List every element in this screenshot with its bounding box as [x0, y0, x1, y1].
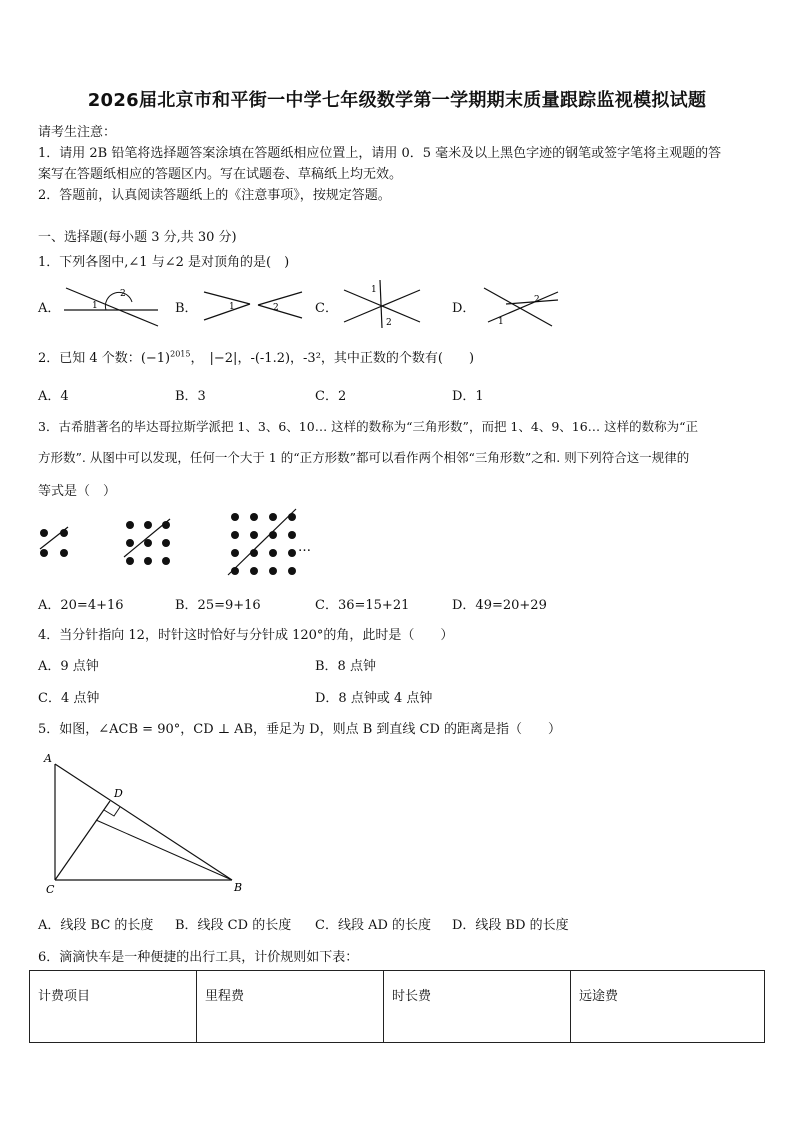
point-d-label: D [114, 787, 123, 800]
q5-option-d: D．线段 BD 的长度 [452, 918, 569, 933]
q4-option-c: C．4 点钟 [38, 691, 100, 706]
angle-2-label: 2 [120, 289, 126, 299]
q5-option-a: A．线段 BC 的长度 [38, 918, 154, 933]
q2-stem: 2．已知 4 个数：$(-1)^{2015}$， |−2|，-(-1.2)，-3²，其中正数的个数有( ) [38, 349, 475, 366]
angle-2-label: 2 [273, 303, 279, 313]
q2-prefix: 2．已知 4 个数： [38, 351, 141, 366]
q1-figure-d [480, 282, 562, 330]
q2-absolute-value: |−2| [209, 351, 238, 366]
q3-option-d: D．49=20+29 [452, 598, 547, 613]
q1-figure-b [200, 288, 306, 324]
angle-1-label: 1 [498, 317, 504, 327]
q4-stem: 4．当分针指向 12，时针这时恰好与分针成 120°的角，此时是（ ） [38, 628, 454, 643]
q2-option-c: C．2 [315, 389, 347, 404]
q6-stem: 6．滴滴快车是一种便捷的出行工具，计价规则如下表： [38, 950, 359, 965]
dot-figure-4x4 [228, 509, 296, 575]
q2-option-a: A．4 [38, 389, 69, 404]
q1-option-c: C． [315, 301, 338, 316]
dot-figure-3x3 [124, 519, 170, 565]
angle-1-label: 1 [371, 285, 377, 295]
q2-option-b: B．3 [175, 389, 206, 404]
q5-triangle-figure [38, 748, 253, 898]
angle-2-label: 2 [534, 295, 540, 305]
table-header-cell: 里程费 [197, 971, 384, 1043]
notice-line-2: 2．答题前，认真阅读答题纸上的《注意事项》，按规定答题。 [38, 188, 391, 203]
angle-1-label: 1 [92, 301, 98, 311]
q3-option-c: C．36=15+21 [315, 598, 410, 613]
table-header-cell: 远途费 [571, 971, 765, 1043]
q2-power-exponent: 2015 [170, 349, 191, 359]
q5-stem: 5．如图，∠ACB = 90°，CD ⊥ AB，垂足为 D，则点 B 到直线 CD 的距离是指（ ） [38, 722, 562, 737]
q2-power-base: (−1) [140, 351, 171, 366]
q2-option-d: D．1 [452, 389, 484, 404]
q5-option-c: C．线段 AD 的长度 [315, 918, 432, 933]
q3-dot-figures [30, 505, 330, 587]
q1-figure-a [60, 282, 162, 330]
q1-option-d: D． [452, 301, 476, 316]
table-header-cell: 时长费 [384, 971, 571, 1043]
q1-stem: 1．下列各图中,∠1 与∠2 是对顶角的是( ) [38, 255, 290, 270]
q1-option-b: B． [175, 301, 198, 316]
q1-figure-c [340, 278, 422, 330]
point-a-label: A [44, 752, 52, 765]
notice-line-1a: 1．请用 2B 铅笔将选择题答案涂填在答题纸相应位置上，请用 0．5 毫米及以上黑色字迹的钢笔或签字笔将主观题的答 [38, 146, 722, 161]
q3-option-a: A．20=4+16 [38, 598, 124, 613]
dot-ellipsis: … [298, 540, 311, 555]
point-c-label: C [46, 883, 55, 896]
notice-heading: 请考生注意： [38, 125, 117, 140]
table-row [30, 971, 765, 1043]
page-title: 2026届北京市和平街一中学七年级数学第一学期期末质量跟踪监视模拟试题 [87, 90, 707, 111]
angle-2-label: 2 [386, 318, 392, 328]
table-header-cell: 计费项目 [30, 971, 197, 1043]
q3-line-1: 3．古希腊著名的毕达哥拉斯学派把 1、3、6、10… 这样的数称为“三角形数”，而把 1、4、9、16… 这样的数称为“正 [38, 419, 699, 434]
point-b-label: B [234, 881, 243, 894]
fee-table [29, 970, 765, 1043]
q3-line-2: 方形数”. 从图中可以发现，任何一个大于 1 的“正方形数”都可以看作两个相邻“三角形数”之和. 则下列符合这一规律的 [38, 450, 690, 465]
q5-option-b: B．线段 CD 的长度 [175, 918, 292, 933]
notice-line-1b: 案写在答题纸相应的答题区内。写在试题卷、草稿纸上均无效。 [38, 167, 403, 182]
q1-option-a: A． [38, 301, 61, 316]
q4-option-a: A．9 点钟 [38, 659, 99, 674]
q4-option-d: D．8 点钟或 4 点钟 [315, 691, 433, 706]
section-heading: 一、选择题(每小题 3 分,共 30 分) [38, 230, 237, 245]
q3-option-b: B．25=9+16 [175, 598, 261, 613]
dot-figure-2x2 [40, 527, 68, 557]
q2-rest: ，-(-1.2)，-3²，其中正数的个数有( ) [237, 351, 475, 366]
q4-option-b: B．8 点钟 [315, 659, 376, 674]
angle-1-label: 1 [229, 302, 235, 312]
q3-line-3: 等式是（ ） [38, 484, 117, 499]
